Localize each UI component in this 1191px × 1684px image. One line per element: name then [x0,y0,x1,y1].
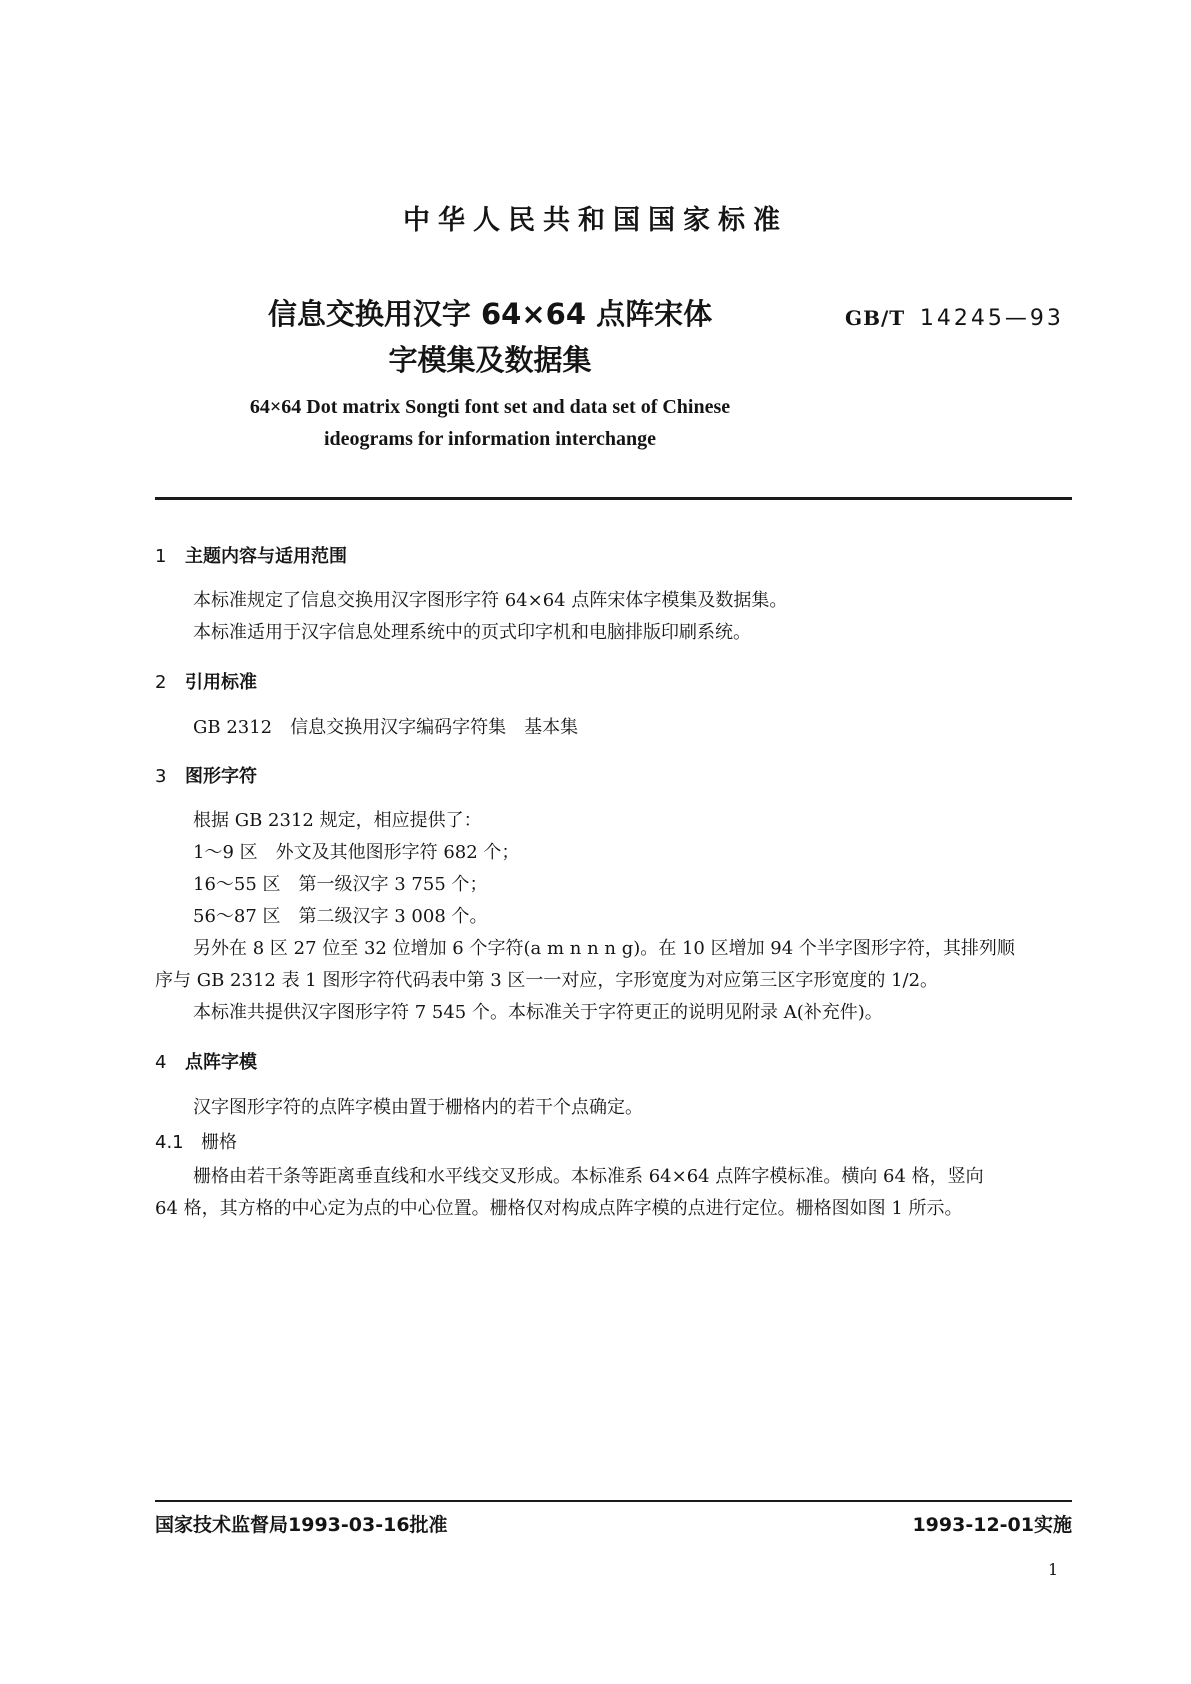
paragraph: 本标准共提供汉字图形字符 7 545 个。本标准关于字符更正的说明见附录 A(补充件)。 [193,1002,883,1023]
section-4-1-heading [155,1128,237,1154]
section-3-heading [155,762,257,788]
paragraph: 另外在 8 区 27 位至 32 位增加 6 个字符(a m n n n g)。在 10 区增加 94 个半字图形字符，其排列顺 [193,938,1015,959]
paragraph: 栅格由若干条等距离垂直线和水平线交叉形成。本标准系 64×64 点阵字模标准。横向 64 格，竖向 [193,1166,984,1187]
paragraph: 根据 GB 2312 规定，相应提供了： [193,810,482,831]
paragraph: 64 格，其方格的中心定为点的中心位置。栅格仅对构成点阵字模的点进行定位。栅格图如图 1 所示。 [155,1198,963,1219]
paragraph: 本标准规定了信息交换用汉字图形字符 64×64 点阵宋体字模集及数据集。 [193,590,788,611]
section-title: 主题内容与适用范围 [185,546,347,567]
standard-number [845,306,1064,331]
section-number: 1 [155,546,167,567]
section-1-heading [155,542,347,568]
approval-note: 国家技术监督局1993-03-16批准 [155,1514,448,1536]
section-number: 2 [155,672,167,693]
page-number: 1 [1048,1560,1059,1579]
section-title: 栅格 [201,1132,237,1153]
section-number: 3 [155,766,167,787]
header-divider [155,497,1072,500]
standard-prefix: GB/T [845,306,906,330]
section-number: 4 [155,1052,167,1073]
footer-divider [155,1500,1072,1502]
paragraph: GB 2312 信息交换用汉字编码字符集 基本集 [193,717,579,738]
title-en-line1: 64×64 Dot matrix Songti font set and data set of Chinese [249,396,731,418]
paragraph: 本标准适用于汉字信息处理系统中的页式印字机和电脑排版印刷系统。 [193,622,751,643]
paragraph: 16～55 区 第一级汉字 3 755 个； [193,874,488,895]
section-2-heading [155,668,257,694]
section-title: 图形字符 [185,766,257,787]
title-cn-line2: 字模集及数据集 [388,343,592,377]
title-en-line2: ideograms for information interchange [323,428,656,450]
paragraph: 序与 GB 2312 表 1 图形字符代码表中第 3 区一一对应，字形宽度为对应第三区字形宽度的 1/2。 [155,970,939,991]
implementation-note: 1993-12-01实施 [912,1514,1072,1536]
section-title: 点阵字模 [185,1052,257,1073]
section-number: 4.1 [155,1132,184,1153]
standard-code: 14245—93 [919,306,1064,331]
paragraph: 56～87 区 第二级汉字 3 008 个。 [193,906,488,927]
section-title: 引用标准 [185,672,257,693]
paragraph: 汉字图形字符的点阵字模由置于栅格内的若干个点确定。 [193,1097,643,1118]
paragraph: 1～9 区 外文及其他图形字符 682 个； [193,842,520,863]
section-4-heading [155,1048,257,1074]
standard-header: 中华人民共和国国家标准 [403,205,788,236]
title-cn-line1: 信息交换用汉字 64×64 点阵宋体 [267,297,713,331]
